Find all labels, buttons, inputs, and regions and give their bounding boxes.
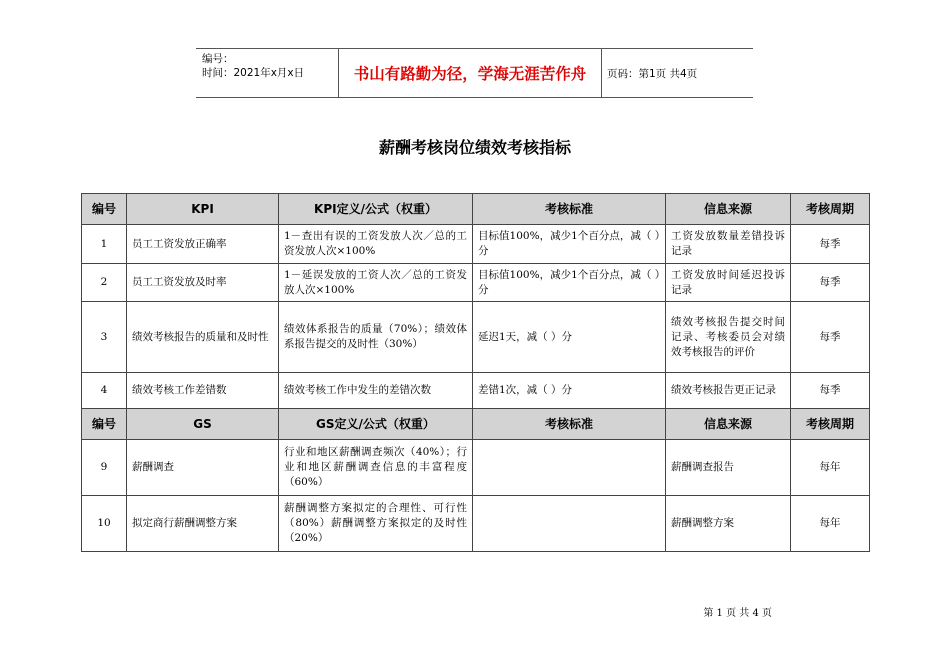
page-title: 薪酬考核岗位绩效考核指标 bbox=[378, 138, 571, 157]
col-header-source: 信息来源 bbox=[666, 409, 791, 440]
row-source: 工资发放时间延迟投诉记录 bbox=[666, 264, 791, 302]
row-definition: 1－延误发放的工资人次／总的工资发放人次×100% bbox=[279, 264, 473, 302]
row-standard bbox=[473, 440, 666, 496]
row-source: 工资发放数量差错投诉记录 bbox=[666, 225, 791, 264]
row-period: 每年 bbox=[791, 440, 870, 496]
row-number: 2 bbox=[82, 264, 127, 302]
row-source: 绩效考核报告提交时间记录、考核委员会对绩效考核报告的评价 bbox=[666, 302, 791, 373]
row-period: 每季 bbox=[791, 302, 870, 373]
col-header-number: 编号 bbox=[82, 409, 127, 440]
col-header-source: 信息来源 bbox=[666, 194, 791, 225]
col-header-kpi: KPI bbox=[127, 194, 279, 225]
row-definition: 1－查出有误的工资发放人次／总的工资发放人次×100% bbox=[279, 225, 473, 264]
row-name: 绩效考核工作差错数 bbox=[127, 373, 279, 409]
row-standard: 延迟1天，减（ ）分 bbox=[473, 302, 666, 373]
header-page-label: 页码：第1页 共4页 bbox=[607, 67, 698, 80]
row-period: 每季 bbox=[791, 373, 870, 409]
date-label: 时间：2021年x月x日 bbox=[202, 67, 305, 79]
row-definition: 绩效考核工作中发生的差错次数 bbox=[279, 373, 473, 409]
row-standard bbox=[473, 496, 666, 552]
page-footer: 第 1 页 共 4 页 bbox=[703, 608, 772, 619]
col-header-period: 考核周期 bbox=[791, 409, 870, 440]
row-period: 每季 bbox=[791, 264, 870, 302]
table-row bbox=[82, 225, 870, 264]
col-header-number: 编号 bbox=[82, 194, 127, 225]
row-definition: 绩效体系报告的质量（70%）；绩效体系报告提交的及时性（30%） bbox=[279, 302, 473, 373]
col-header-gs: GS bbox=[127, 409, 279, 440]
document-header bbox=[196, 48, 753, 98]
row-standard: 差错1次，减（ ）分 bbox=[473, 373, 666, 409]
row-source: 薪酬调整方案 bbox=[666, 496, 791, 552]
row-name: 员工工资发放及时率 bbox=[127, 264, 279, 302]
kpi-header-row bbox=[82, 194, 870, 225]
col-header-standard: 考核标准 bbox=[473, 409, 666, 440]
row-definition: 薪酬调整方案拟定的合理性、可行性（80%）薪酬调整方案拟定的及时性（20%） bbox=[279, 496, 473, 552]
row-number: 10 bbox=[82, 496, 127, 552]
row-period: 每季 bbox=[791, 225, 870, 264]
row-source: 绩效考核报告更正记录 bbox=[666, 373, 791, 409]
kpi-table bbox=[81, 193, 870, 552]
col-header-definition: GS定义/公式（权重） bbox=[279, 409, 473, 440]
header-meta bbox=[196, 49, 339, 97]
row-number: 3 bbox=[82, 302, 127, 373]
row-number: 9 bbox=[82, 440, 127, 496]
row-period: 每年 bbox=[791, 496, 870, 552]
row-name: 拟定商行薪酬调整方案 bbox=[127, 496, 279, 552]
col-header-period: 考核周期 bbox=[791, 194, 870, 225]
row-name: 绩效考核报告的质量和及时性 bbox=[127, 302, 279, 373]
row-source: 薪酬调查报告 bbox=[666, 440, 791, 496]
table-row bbox=[82, 302, 870, 373]
table-row bbox=[82, 373, 870, 409]
row-name: 员工工资发放正确率 bbox=[127, 225, 279, 264]
header-motto: 书山有路勤为径，学海无涯苦作舟 bbox=[339, 49, 602, 97]
col-header-standard: 考核标准 bbox=[473, 194, 666, 225]
row-standard: 目标值100%，减少1个百分点，减（ ）分 bbox=[473, 225, 666, 264]
row-definition: 行业和地区薪酬调查频次（40%）；行业和地区薪酬调查信息的丰富程度（60%） bbox=[279, 440, 473, 496]
number-label: 编号： bbox=[202, 53, 234, 65]
row-number: 1 bbox=[82, 225, 127, 264]
row-standard: 目标值100%，减少1个百分点，减（ ）分 bbox=[473, 264, 666, 302]
row-number: 4 bbox=[82, 373, 127, 409]
table-row bbox=[82, 496, 870, 552]
table-row bbox=[82, 440, 870, 496]
col-header-definition: KPI定义/公式（权重） bbox=[279, 194, 473, 225]
row-name: 薪酬调查 bbox=[127, 440, 279, 496]
gs-header-row bbox=[82, 409, 870, 440]
table-row bbox=[82, 264, 870, 302]
